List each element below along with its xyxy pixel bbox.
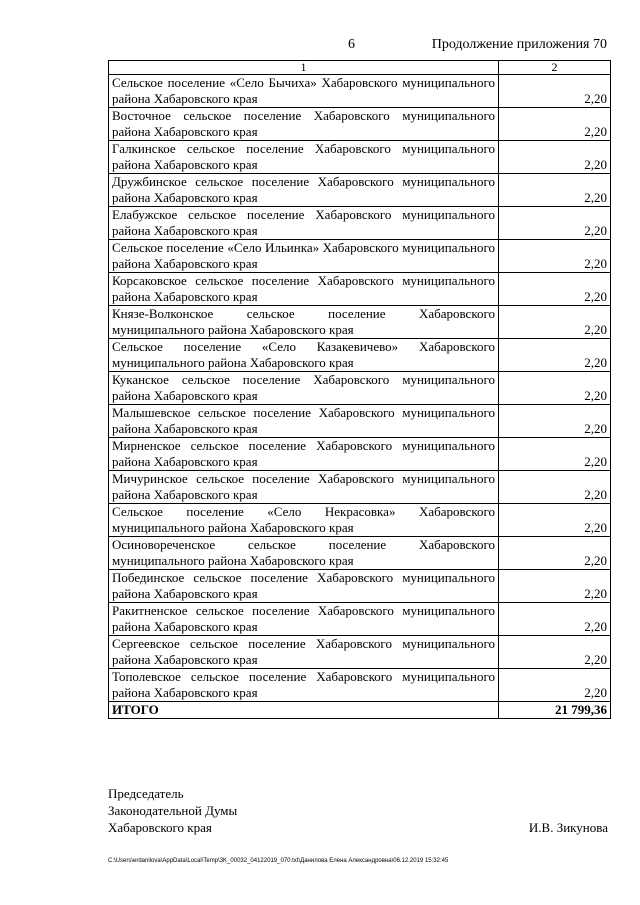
table-header-row bbox=[109, 61, 611, 75]
table-row bbox=[109, 570, 611, 603]
table-row bbox=[109, 405, 611, 438]
settlement-value: 2,20 bbox=[499, 207, 611, 240]
settlement-value: 2,20 bbox=[499, 636, 611, 669]
signer-name: И.В. Зикунова bbox=[528, 820, 608, 835]
settlement-name: Сельское поселение «Село Бычиха» Хабаровского муниципального района Хабаровского края bbox=[109, 75, 499, 108]
column-header-1: 1 bbox=[109, 61, 499, 75]
column-header-2: 2 bbox=[499, 61, 611, 75]
settlement-name: Князе-Волконское сельское поселение Хабаровского муниципального района Хабаровского края bbox=[109, 306, 499, 339]
settlement-name: Мичуринское сельское поселение Хабаровского муниципального района Хабаровского края bbox=[109, 471, 499, 504]
settlement-name: Мирненское сельское поселение Хабаровского муниципального района Хабаровского края bbox=[109, 438, 499, 471]
table-row bbox=[109, 438, 611, 471]
file-path-footer: C:\Users\erdanilova\AppData\Local\Temp\3K_00032_04122019_070.txt\Данилова Елена Александровна\06.12.2019 15:32:45 bbox=[108, 858, 449, 864]
table-row bbox=[109, 207, 611, 240]
table-row bbox=[109, 108, 611, 141]
settlement-value: 2,20 bbox=[499, 141, 611, 174]
table-row bbox=[109, 636, 611, 669]
settlement-value: 2,20 bbox=[499, 669, 611, 702]
settlement-name: Тополевское сельское поселение Хабаровского муниципального района Хабаровского края bbox=[109, 669, 499, 702]
continuation-label: Продолжение приложения 70 bbox=[431, 37, 607, 52]
settlement-value: 2,20 bbox=[499, 108, 611, 141]
table-row bbox=[109, 306, 611, 339]
settlement-value: 2,20 bbox=[499, 339, 611, 372]
table-row bbox=[109, 141, 611, 174]
settlement-value: 2,20 bbox=[499, 75, 611, 108]
table-row bbox=[109, 174, 611, 207]
settlement-name: Сельское поселение «Село Ильинка» Хабаровского муниципального района Хабаровского края bbox=[109, 240, 499, 273]
settlement-name: Сельское поселение «Село Некрасовка» Хабаровского муниципального района Хабаровского края bbox=[109, 504, 499, 537]
total-label: ИТОГО bbox=[109, 702, 499, 719]
table-row bbox=[109, 273, 611, 306]
settlement-value: 2,20 bbox=[499, 372, 611, 405]
settlement-name: Куканское сельское поселение Хабаровского муниципального района Хабаровского края bbox=[109, 372, 499, 405]
signature-position: Председатель bbox=[108, 786, 184, 801]
settlement-name: Галкинское сельское поселение Хабаровского муниципального района Хабаровского края bbox=[109, 141, 499, 174]
page-number: 6 bbox=[348, 37, 355, 52]
table-row bbox=[109, 669, 611, 702]
settlement-name: Малышевское сельское поселение Хабаровского муниципального района Хабаровского края bbox=[109, 405, 499, 438]
settlement-name: Ракитненское сельское поселение Хабаровского муниципального района Хабаровского края bbox=[109, 603, 499, 636]
settlement-value: 2,20 bbox=[499, 240, 611, 273]
settlement-value: 2,20 bbox=[499, 438, 611, 471]
signature-block bbox=[108, 785, 237, 836]
settlement-value: 2,20 bbox=[499, 570, 611, 603]
settlement-name: Восточное сельское поселение Хабаровского муниципального района Хабаровского края bbox=[109, 108, 499, 141]
settlement-name: Корсаковское сельское поселение Хабаровского муниципального района Хабаровского края bbox=[109, 273, 499, 306]
total-value: 21 799,36 bbox=[499, 702, 611, 719]
settlement-name: Побединское сельское поселение Хабаровского муниципального района Хабаровского края bbox=[109, 570, 499, 603]
settlement-name: Сергеевское сельское поселение Хабаровского муниципального района Хабаровского края bbox=[109, 636, 499, 669]
settlement-name: Елабужское сельское поселение Хабаровского муниципального района Хабаровского края bbox=[109, 207, 499, 240]
table-row bbox=[109, 75, 611, 108]
total-row bbox=[109, 702, 611, 719]
settlement-value: 2,20 bbox=[499, 471, 611, 504]
table-row bbox=[109, 372, 611, 405]
settlement-name: Сельское поселение «Село Казакевичево» Хабаровского муниципального района Хабаровского края bbox=[109, 339, 499, 372]
settlement-value: 2,20 bbox=[499, 306, 611, 339]
settlement-value: 2,20 bbox=[499, 174, 611, 207]
signature-region: Хабаровского края bbox=[108, 820, 212, 835]
signature-organization: Законодательной Думы bbox=[108, 803, 238, 818]
table-row bbox=[109, 504, 611, 537]
settlement-value: 2,20 bbox=[499, 603, 611, 636]
settlement-name: Дружбинское сельское поселение Хабаровского муниципального района Хабаровского края bbox=[109, 174, 499, 207]
settlement-value: 2,20 bbox=[499, 273, 611, 306]
table-row bbox=[109, 603, 611, 636]
settlement-value: 2,20 bbox=[499, 537, 611, 570]
table-row bbox=[109, 240, 611, 273]
table-row bbox=[109, 537, 611, 570]
settlements-table bbox=[108, 60, 611, 719]
settlement-name: Осиновореченское сельское поселение Хабаровского муниципального района Хабаровского края bbox=[109, 537, 499, 570]
table-row bbox=[109, 339, 611, 372]
settlement-value: 2,20 bbox=[499, 504, 611, 537]
table-row bbox=[109, 471, 611, 504]
settlement-value: 2,20 bbox=[499, 405, 611, 438]
